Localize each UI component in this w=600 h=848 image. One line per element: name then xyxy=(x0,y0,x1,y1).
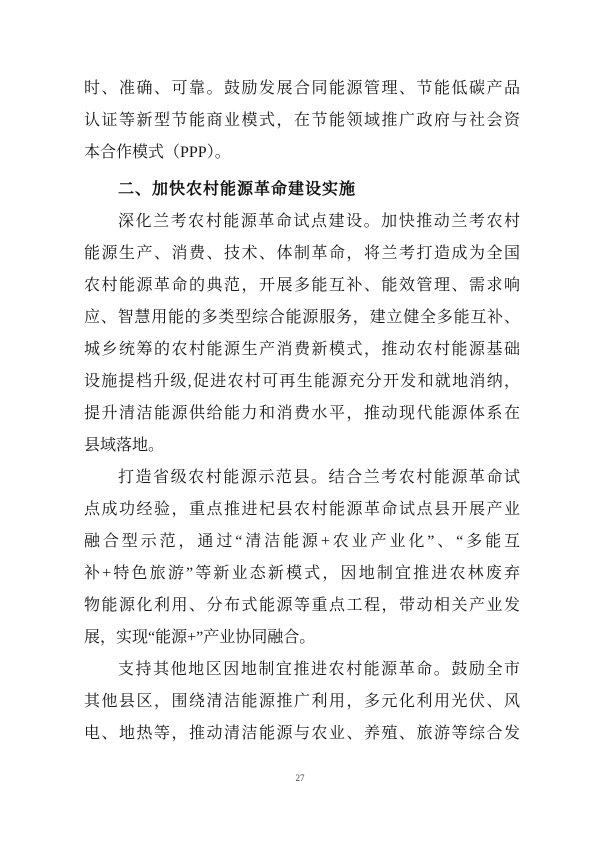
page-number: 27 xyxy=(295,773,305,783)
text-line: 其他县区，围绕清洁能源推广利用，多元化利用光伏、风 xyxy=(84,693,520,710)
text-line: 设施提档升级,促进农村可再生能源充分开发和就地消纳， xyxy=(84,373,520,390)
text-line: 本合作模式（PPP）。 xyxy=(84,144,231,161)
text-line: 打造省级农村能源示范县。结合兰考农村能源革命试 xyxy=(118,469,520,486)
text-line: 补+特色旅游”等新业态新模式，因地制宜推进农林废弃 xyxy=(84,565,520,582)
text-line: 电、地热等，推动清洁能源与农业、养殖、旅游等综合发 xyxy=(84,725,520,742)
text-line: 提升清洁能源供给能力和消费水平，推动现代能源体系在 xyxy=(84,405,520,422)
text-line: 认证等新型节能商业模式，在节能领域推广政府与社会资 xyxy=(84,112,520,129)
document-body xyxy=(84,73,520,750)
text-line: 城乡统筹的农村能源生产消费新模式，推动农村能源基础 xyxy=(84,341,520,358)
text-line: 展，实现“能源+”产业协同融合。 xyxy=(84,629,316,646)
text-line: 支持其他地区因地制宜推进农村能源革命。鼓励全市 xyxy=(118,661,520,678)
text-line: 能源生产、消费、技术、体制革命，将兰考打造成为全国 xyxy=(84,245,520,262)
text-line: 应、智慧用能的多类型综合能源服务，建立健全多能互补、 xyxy=(84,309,520,326)
text-line: 县域落地。 xyxy=(84,437,165,454)
text-line: 农村能源革命的典范，开展多能互补、能效管理、需求响 xyxy=(84,277,520,294)
section-heading: 二、加快农村能源革命建设实施 xyxy=(118,181,357,198)
text-line: 融合型示范，通过“清洁能源+农业产业化”、“多能互 xyxy=(84,533,520,550)
text-line: 时、准确、可靠。鼓励发展合同能源管理、节能低碳产品 xyxy=(84,80,520,97)
text-line: 深化兰考农村能源革命试点建设。加快推动兰考农村 xyxy=(118,213,520,230)
text-line: 物能源化利用、分布式能源等重点工程，带动相关产业发 xyxy=(84,597,520,614)
text-line: 点成功经验，重点推进杞县农村能源革命试点县开展产业 xyxy=(84,501,520,518)
